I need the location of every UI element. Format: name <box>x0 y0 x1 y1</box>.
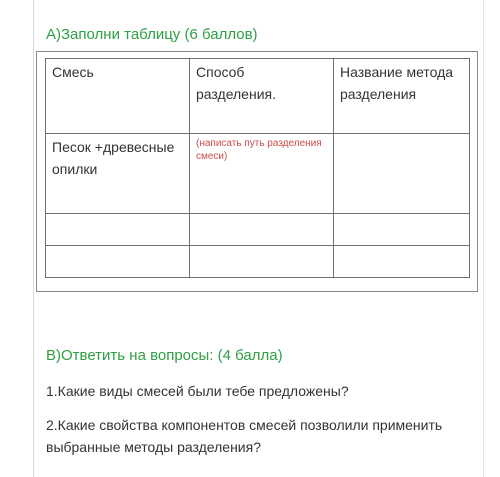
cell-method-name[interactable] <box>334 214 470 246</box>
cell-method-name[interactable] <box>334 246 470 278</box>
question-1: 1.Какие виды смесей были тебе предложены? <box>46 383 349 399</box>
cell-separation-way[interactable] <box>190 246 334 278</box>
table-header-row <box>46 59 470 134</box>
cell-method-name[interactable] <box>334 134 470 214</box>
section-a-title: А)Заполни таблицу (6 баллов) <box>46 26 258 43</box>
question-2: 2.Какие свойства компонентов смесей позволили применить выбранные методы разделения? <box>46 417 443 455</box>
header-mixture: Смесь <box>46 59 190 134</box>
page-right-border <box>483 0 484 477</box>
cell-separation-way[interactable] <box>190 214 334 246</box>
separation-hint: (написать путь разделения смеси) <box>196 138 322 162</box>
cell-mixture: Песок +древесные опилки <box>46 134 190 214</box>
section-b-title: В)Ответить на вопросы: (4 балла) <box>46 347 283 364</box>
cell-separation-way[interactable] <box>190 134 334 214</box>
table-row <box>46 246 470 278</box>
cell-mixture[interactable] <box>46 246 190 278</box>
table-row <box>46 214 470 246</box>
table-row <box>46 134 470 214</box>
header-method-name: Название метода разделения <box>334 59 470 134</box>
header-separation-way: Способ разделения. <box>190 59 334 134</box>
cell-mixture[interactable] <box>46 214 190 246</box>
mixtures-table <box>45 58 470 278</box>
page-left-border <box>33 0 34 477</box>
